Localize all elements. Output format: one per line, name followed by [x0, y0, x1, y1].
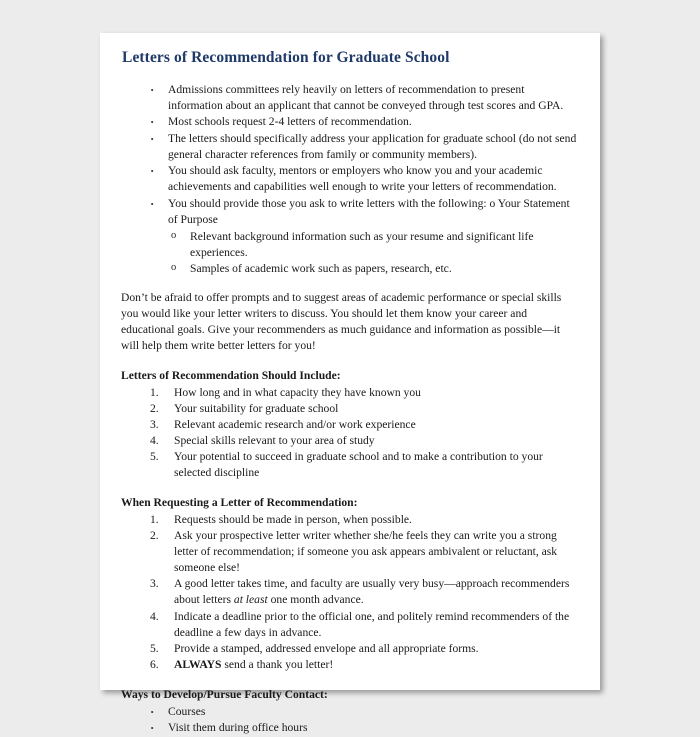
emphasis-at-least: at least	[233, 593, 268, 607]
numbered-item-text: Provide a stamped, addressed envelope and all appropriate forms.	[174, 641, 479, 655]
list-item	[148, 609, 578, 641]
list-item	[148, 131, 578, 163]
list-item	[148, 401, 578, 417]
when-requesting-list	[120, 512, 578, 672]
page-title: Letters of Recommendation for Graduate School	[122, 49, 450, 66]
sub-bullet-text: Relevant background information such as your resume and significant life experiences.	[190, 229, 534, 259]
numbered-item-text: Ask your prospective letter writer whether she/he feels they can write you a strong letter of recommendation; if someone you ask appears ambivalent or reluctant, ask someone else!	[174, 529, 558, 575]
emphasis-always: ALWAYS	[174, 657, 222, 671]
section-heading-faculty-contact: Ways to Develop/Pursue Faculty Contact:	[121, 687, 328, 701]
numbered-item-text: Your potential to succeed in graduate school and to make a contribution to your selected discipline	[174, 450, 543, 480]
advice-paragraph: Don’t be afraid to offer prompts and to suggest areas of academic performance or special skills you would like your letter writers to discuss. You should let them know your career and educational goals. Give your recommenders as much guidance and information as possible—it will help them write better letters for you!	[121, 290, 562, 352]
section-heading-requesting: When Requesting a Letter of Recommendation:	[121, 496, 358, 510]
list-item	[148, 417, 578, 433]
bullet-text: Most schools request 2-4 letters of recommendation.	[168, 115, 412, 129]
list-item	[148, 114, 578, 130]
list-item	[148, 576, 578, 608]
sub-bullet-text: Samples of academic work such as papers, research, etc.	[190, 261, 452, 275]
numbered-item-text: Requests should be made in person, when possible.	[174, 513, 412, 527]
list-item	[148, 163, 578, 195]
list-item	[148, 433, 578, 449]
faculty-contact-list	[120, 704, 578, 737]
numbered-item-text: Your suitability for graduate school	[174, 401, 339, 415]
list-item	[148, 641, 578, 657]
bullet-text: Courses	[168, 704, 206, 718]
list-item	[170, 261, 578, 277]
numbered-item-text: Special skills relevant to your area of study	[174, 434, 375, 448]
document-page	[100, 33, 600, 735]
bullet-text: You should ask faculty, mentors or employers who know you and your academic achievements and capabilities well enough to write your letters of recommendation.	[168, 164, 557, 194]
list-item	[148, 657, 578, 673]
list-item	[148, 704, 578, 720]
list-item	[148, 720, 578, 736]
intro-bullet-list	[120, 82, 578, 228]
list-item	[148, 385, 578, 401]
numbered-item-text-post: one month advance.	[267, 593, 364, 607]
bullet-text: You should provide those you ask to write letters with the following: o Your Statement of Purpose	[168, 196, 570, 226]
page-content	[100, 33, 600, 736]
numbered-item-text: How long and in what capacity they have known you	[174, 385, 421, 399]
numbered-item-text-pre: A good letter takes time, and faculty are usually very busy—approach recommenders about letters	[174, 577, 570, 607]
bullet-text: Visit them during office hours	[168, 721, 308, 735]
document-body	[120, 82, 578, 737]
list-item	[148, 512, 578, 528]
list-item	[148, 528, 578, 576]
list-item	[170, 229, 578, 261]
numbered-item-text-post: send a thank you letter!	[221, 657, 334, 671]
numbered-item-text: Relevant academic research and/or work experience	[174, 417, 416, 431]
list-item	[148, 449, 578, 481]
should-include-list	[120, 385, 578, 481]
bullet-text: Admissions committees rely heavily on letters of recommendation to present information about an applicant that cannot be conveyed through test scores and GPA.	[168, 82, 564, 112]
nested-bullet-list	[120, 229, 578, 277]
list-item	[148, 196, 578, 228]
section-heading-include: Letters of Recommendation Should Include:	[121, 368, 341, 382]
bullet-text: The letters should specifically address your application for graduate school (do not send general character references from family or community members).	[168, 131, 577, 161]
numbered-item-text: Indicate a deadline prior to the official one, and politely remind recommenders of the deadline a few days in advance.	[174, 609, 570, 639]
list-item	[148, 82, 578, 114]
